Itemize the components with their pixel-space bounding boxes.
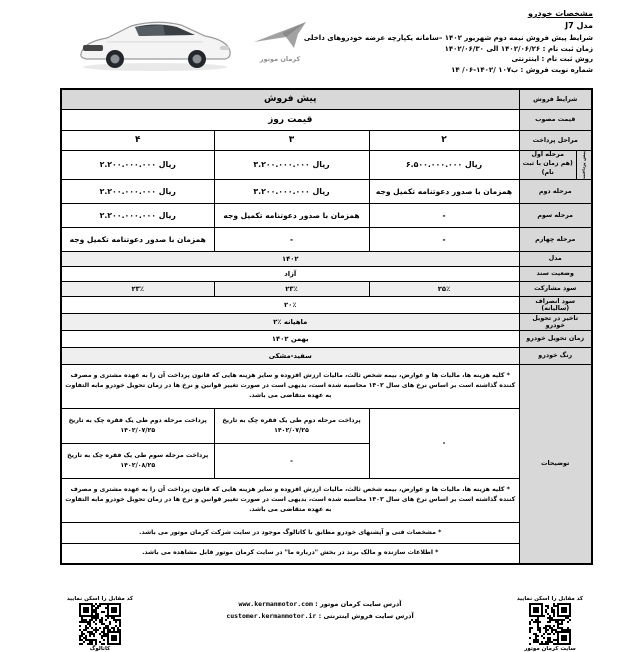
car-photo (73, 12, 238, 74)
qr-site-caption: کد مقابل را اسکن نمایید (516, 596, 584, 602)
price-label: قیمت مصوب (519, 109, 592, 130)
notes-plan3-pay2: پرداخت مرحله دوم طی یک فقره چک به تاریخ ۱۴۰۲/۰۷/۲۵ (214, 408, 369, 443)
car-illustration (73, 12, 238, 74)
registration-method-line: روش ثبت نام : اینترنتی (511, 55, 593, 64)
row-notes-bullet3 (61, 522, 592, 543)
notes-plan4-pay2: پرداخت مرحله دوم طی یک فقره چک به تاریخ ۱۴۰۲/۰۷/۲۵ (61, 408, 214, 443)
site-address-line (195, 598, 445, 610)
model-line: مدل J7 (565, 21, 593, 31)
stage2-plan2-value: همزمان با صدور دعوتنامه تکمیل وجه (369, 179, 519, 203)
stage3-plan2-value: - (369, 203, 519, 227)
stage-count-2: ۲ (369, 130, 519, 150)
row-document-status (61, 266, 592, 281)
participation-profit-3: ۲۳٪ (214, 281, 369, 296)
row-stage1 (61, 150, 592, 179)
row-stage2 (61, 179, 592, 203)
cancellation-profit-value: ۲۰٪ (61, 296, 519, 313)
qr-catalog-caption: کد مقابل را اسکن نمایید (66, 596, 134, 602)
notes-bullet2: * کلیه هزینه ها، مالیات ها و عوارض، بیمه شخص ثالث، مالیات ارزش افزوده و سایر هزینه هایی که قانون پرداخت آن را به عهده مشتری و مصرف کننده گذاشته است بر اساس نرخ های سال ۱۴۰۲ محاسبه شده است، بدیهی است در صورت تغییر قوانین و نرخ ها در زمان تحویل خودرو مابه التفاوت به عهده متقاضی می باشد. (61, 478, 519, 522)
qr-catalog-block (45, 596, 155, 652)
shop-address-url: customer.kermanmotor.ir (226, 612, 317, 621)
sale-number-label: شماره نوبت فروش : (520, 66, 593, 75)
delivery-delay-value: ۲٪ ماهیانه (61, 313, 519, 330)
stage3-label: مرحله سوم (519, 203, 592, 227)
qr-site-name: سایت کرمان موتور (524, 646, 576, 652)
stage3-plan4-amount: ۲.۲۰۰.۰۰۰.۰۰۰ ریال (61, 203, 214, 227)
model-value: ۱۴۰۲ (61, 251, 519, 266)
row-participation-profit (61, 281, 592, 296)
row-notes-pay1 (61, 408, 592, 443)
pre-sale-table (60, 88, 593, 565)
qr-code-site (529, 603, 571, 645)
vehicle-info-block (304, 8, 593, 76)
row-stage3 (61, 203, 592, 227)
stage-count-label: مراحل پرداخت (519, 130, 592, 150)
sale-number-value: ۱۴ /۰۶-ب۱۰۷ /۱۴۰۲ (451, 66, 519, 75)
stage2-label: مرحله دوم (519, 179, 592, 203)
conditions-line: شرایط پیش فروش نیمه دوم شهریور ۱۴۰۲ –سامانه یکپارچه عرضه خودروهای داخلی (303, 33, 593, 42)
brand-name: کرمان موتور (259, 55, 301, 63)
price-value: قیمت روز (61, 109, 519, 130)
site-address-url: www.kermanmotor.com (238, 600, 313, 608)
stage3-plan3-value: همزمان با صدور دعوتنامه تکمیل وجه (214, 203, 369, 227)
stage4-plan4-value: همزمان با صدور دعوتنامه تکمیل وجه (61, 227, 214, 251)
stage2-plan3-amount: ۳.۲۰۰.۰۰۰.۰۰۰ ریال (214, 179, 369, 203)
shop-address-label: آدرس سایت فروش اینترنتی : (318, 612, 414, 621)
stage1-plan4-amount: ۲.۲۰۰.۰۰۰.۰۰۰ ریال (61, 150, 214, 179)
stage1-plan3-amount: ۳.۲۰۰.۰۰۰.۰۰۰ ریال (214, 150, 369, 179)
stage-count-3: ۳ (214, 130, 369, 150)
stage4-label: مرحله چهارم (519, 227, 592, 251)
shop-address-line (195, 610, 445, 622)
row-cancellation-profit (61, 296, 592, 313)
color-value: سفید-مشکی (61, 347, 519, 364)
row-price (61, 109, 592, 130)
notes-plan2-dash: - (369, 408, 519, 478)
header (40, 8, 593, 88)
document-status-value: آزاد (61, 266, 519, 281)
notes-plan3-dash: - (214, 443, 369, 478)
specs-title: مشخصات خودرو (527, 9, 593, 18)
site-address-label: آدرس سایت کرمان موتور : (315, 600, 402, 608)
row-delivery-delay (61, 313, 592, 330)
notes-bullet3: * مشخصات فنی و آپشنهای خودرو مطابق با کاتالوگ موجود در سایت شرکت کرمان موتور می باشد. (61, 522, 519, 543)
row-model (61, 251, 592, 266)
stage-count-4: ۴ (61, 130, 214, 150)
address-block (195, 598, 445, 623)
delivery-time-label: زمان تحویل خودرو (519, 330, 592, 347)
delivery-delay-label: تاخیر در تحویل خودرو (519, 313, 592, 330)
stage1-plan2-amount: ۶.۵۰۰.۰۰۰.۰۰۰ ریال (369, 150, 519, 179)
row-sale-type (61, 89, 592, 109)
stage4-plan2-value: - (369, 227, 519, 251)
stage1-side-label: پیش پرداخت (581, 150, 587, 179)
color-label: رنگ خودرو (519, 347, 592, 364)
cancellation-profit-label: سود انصراف (سالیانه) (519, 296, 592, 313)
stage1-label-cell (519, 150, 592, 179)
sale-type-label: شرایط فروش (519, 89, 592, 109)
sale-number-line (304, 65, 593, 76)
notes-bullet4: * اطلاعات سازنده و مالک برند در بخش "درباره ما" در سایت کرمان موتور قابل مشاهده می باشد. (61, 543, 519, 564)
stage1-sublabel: (هم زمان با ثبت نام) (522, 160, 573, 176)
participation-profit-4: ۲۳٪ (61, 281, 214, 296)
row-notes-bullet2 (61, 478, 592, 522)
registration-time-line: زمان ثبت نام : ۱۴۰۲/۰۶/۲۶ الی ۱۴۰۲/۰۶/۳۰ (444, 44, 593, 53)
notes-bullet1: * کلیه هزینه ها، مالیات ها و عوارض، بیمه شخص ثالث، مالیات ارزش افزوده و سایر هزینه هایی که قانون پرداخت آن را به عهده مشتری و مصرف کننده گذاشته است بر اساس نرخ های سال ۱۴۰۲ محاسبه شده است، بدیهی است در صورت تغییر قوانین و نرخ ها در زمان تحویل خودرو مابه التفاوت به عهده متقاضی می باشد. (61, 364, 519, 408)
row-color (61, 347, 592, 364)
notes-plan4-pay3: پرداخت مرحله سوم طی یک فقره چک به تاریخ ۱۴۰۲/۰۸/۲۵ (61, 443, 214, 478)
brand-logo (248, 20, 312, 68)
notes-label: توضیحات (519, 364, 592, 564)
row-stage4 (61, 227, 592, 251)
stage2-plan4-amount: ۲.۲۰۰.۰۰۰.۰۰۰ ریال (61, 179, 214, 203)
stage1-side-cell (576, 151, 591, 179)
document-status-label: وضعیت سند (519, 266, 592, 281)
participation-profit-2: ۲۵٪ (369, 281, 519, 296)
row-notes-bullet1 (61, 364, 592, 408)
sale-type-value: پیش فروش (61, 89, 519, 109)
row-stage-count (61, 130, 592, 150)
qr-site-block (495, 596, 605, 652)
participation-profit-label: سود مشارکت (519, 281, 592, 296)
footer (0, 596, 635, 652)
stage1-label: مرحله اول (531, 151, 564, 159)
qr-code-catalog (79, 603, 121, 645)
row-delivery-time (61, 330, 592, 347)
kerman-motor-logo-icon (252, 20, 308, 50)
stage4-plan3-value: - (214, 227, 369, 251)
delivery-time-value: بهمن ۱۴۰۲ (61, 330, 519, 347)
model-label: مدل (519, 251, 592, 266)
row-notes-bullet4 (61, 543, 592, 564)
qr-catalog-name: کاتالوگ (89, 646, 111, 652)
